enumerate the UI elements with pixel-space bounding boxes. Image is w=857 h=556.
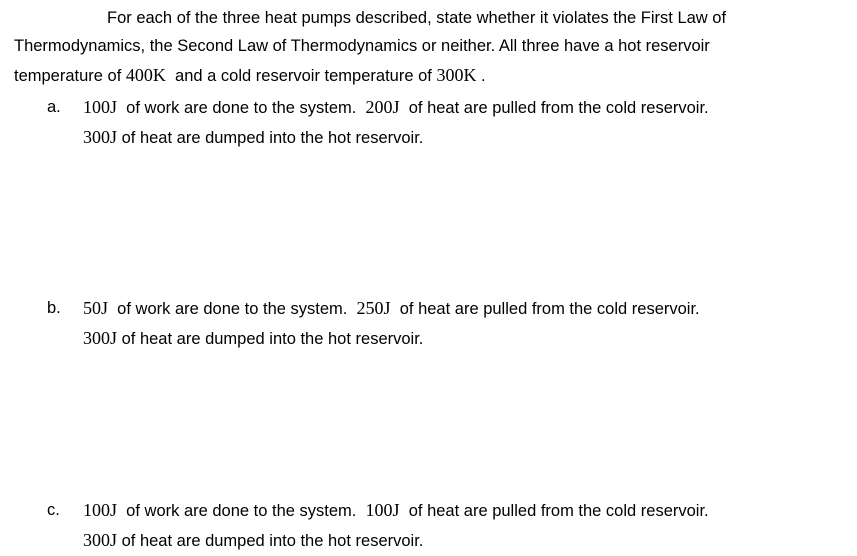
item-b-line-2	[83, 327, 423, 349]
cold-heat-text: of heat are pulled from the cold reservoir.	[399, 502, 709, 520]
cold-heat-text: of heat are pulled from the cold reservoir.	[399, 99, 709, 117]
intro-text-1: For each of the three heat pumps described, state whether it violates the First Law of	[107, 9, 727, 27]
hot-heat-text: of heat are dumped into the hot reservoir.	[117, 532, 424, 550]
hot-heat-value: 300J	[83, 530, 118, 550]
item-b-marker	[47, 297, 61, 319]
hot-temperature: 400K	[125, 65, 166, 85]
item-c-marker	[47, 499, 60, 521]
item-b-line-1	[83, 297, 700, 319]
intro-text-3b: and a cold reservoir temperature of	[165, 67, 437, 85]
work-text: of work are done to the system.	[108, 300, 357, 318]
intro-line-1	[107, 7, 726, 29]
item-a-line-2	[83, 126, 423, 148]
intro-text-2: Thermodynamics, the Second Law of Thermodynamics or neither. All three have a hot reservoir	[14, 37, 710, 55]
intro-text-3c: .	[476, 67, 486, 85]
work-value: 100J	[83, 97, 118, 117]
cold-heat-text: of heat are pulled from the cold reservoir.	[390, 300, 700, 318]
work-text: of work are done to the system.	[117, 502, 366, 520]
intro-line-3	[14, 64, 486, 86]
intro-text-3a: temperature of	[14, 67, 126, 85]
cold-temperature: 300K	[436, 65, 477, 85]
hot-heat-text: of heat are dumped into the hot reservoir.	[117, 129, 424, 147]
item-marker: c.	[47, 501, 60, 519]
item-marker: b.	[47, 299, 61, 317]
work-text: of work are done to the system.	[117, 99, 366, 117]
item-a-line-1	[83, 96, 709, 118]
work-value: 100J	[83, 500, 118, 520]
item-marker: a.	[47, 98, 61, 116]
hot-heat-value: 300J	[83, 328, 118, 348]
work-value: 50J	[83, 298, 109, 318]
hot-heat-value: 300J	[83, 127, 118, 147]
item-c-line-2	[83, 529, 423, 551]
hot-heat-text: of heat are dumped into the hot reservoir.	[117, 330, 424, 348]
cold-heat-value: 250J	[356, 298, 391, 318]
item-c-line-1	[83, 499, 709, 521]
item-a-marker	[47, 96, 61, 118]
cold-heat-value: 100J	[365, 500, 400, 520]
intro-line-2	[14, 35, 710, 57]
cold-heat-value: 200J	[365, 97, 400, 117]
